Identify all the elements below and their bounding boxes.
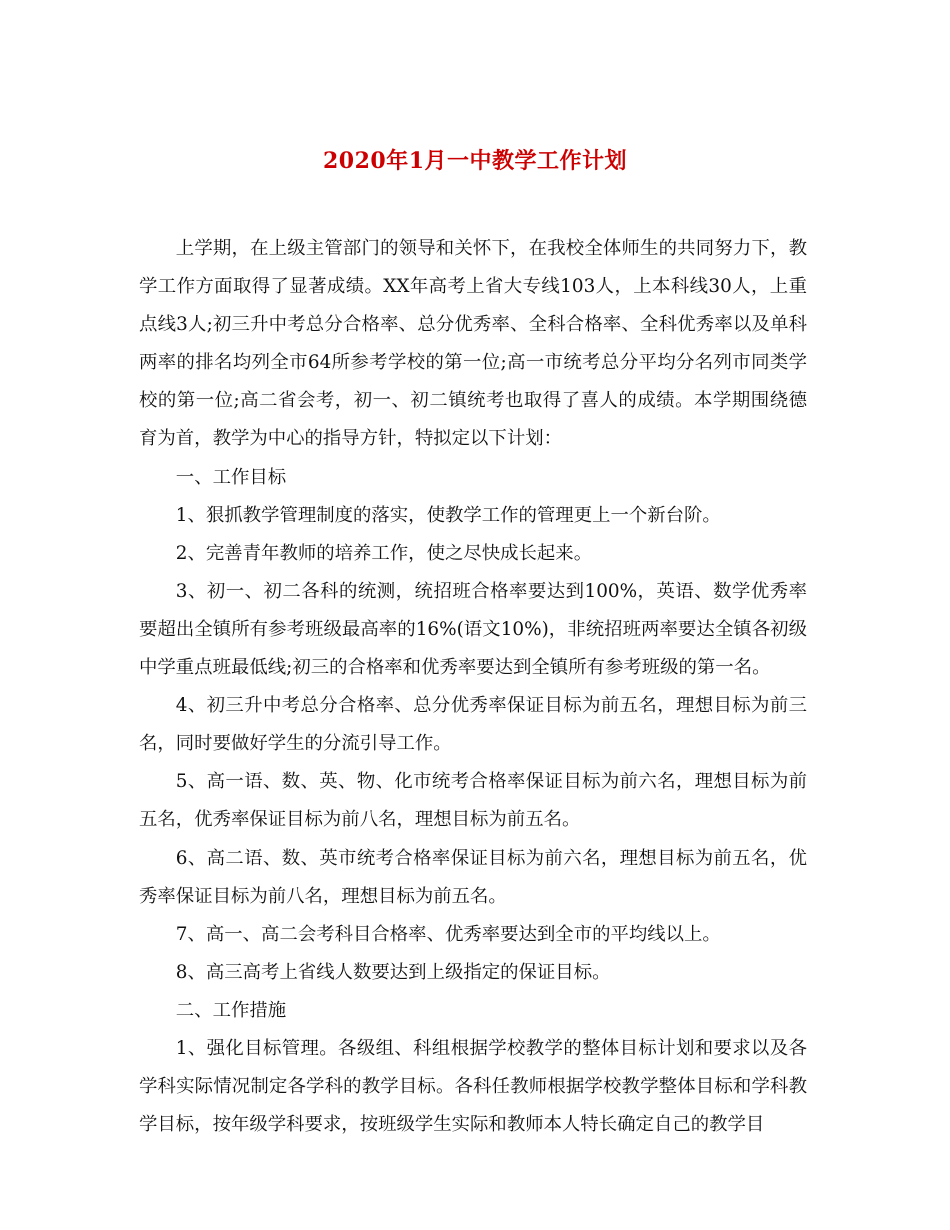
goal-item-5: 5、高一语、数、英、物、化市统考合格率保证目标为前六名，理想目标为前五名，优秀率保证目标为前八名，理想目标为前五名。 — [139, 771, 807, 831]
goal-item-8: 8、高三高考上省线人数要达到上级指定的保证目标。 — [175, 961, 611, 983]
document-title: 2020年1月一中教学工作计划 — [322, 148, 628, 174]
goal-item-2: 2、完善青年教师的培养工作，使之尽快成长起来。 — [175, 542, 593, 564]
goal-item-4: 4、初三升中考总分合格率、总分优秀率保证目标为前五名，理想目标为前三名，同时要做好学生的分流引导工作。 — [139, 695, 807, 755]
goal-item-6: 6、高二语、数、英市统考合格率保证目标为前六名，理想目标为前五名，优秀率保证目标为前八名，理想目标为前五名。 — [139, 847, 807, 907]
goal-item-7: 7、高一、高二会考科目合格率、优秀率要达到全市的平均线以上。 — [175, 923, 721, 945]
section-heading-measures: 二、工作措施 — [175, 999, 287, 1021]
section-heading-goals: 一、工作目标 — [175, 466, 287, 488]
goal-item-1: 1、狠抓教学管理制度的落实，使教学工作的管理更上一个新台阶。 — [175, 504, 721, 526]
goal-item-3: 3、初一、初二各科的统测，统招班合格率要达到100%，英语、数学优秀率要超出全镇所有参考班级最高率的16%(语文10%)，非统招班两率要达全镇各初级中学重点班最低线;初三的合格率和优秀率要达到全镇所有参考班级的第一名。 — [139, 580, 807, 679]
document-body — [139, 230, 807, 1144]
paragraph-intro: 上学期，在上级主管部门的领导和关怀下，在我校全体师生的共同努力下，教学工作方面取得了显著成绩。XX年高考上省大专线103人，上本科线30人，上重点线3人;初三升中考总分合格率、总分优秀率、全科合格率、全科优秀率以及单科两率的排名均列全市64所参考学校的第一位;高一市统考总分平均分名列市同类学校的第一位;高二省会考，初一、初二镇统考也取得了喜人的成绩。本学期围绕德育为首，教学为中心的指导方针，特拟定以下计划： — [139, 238, 807, 450]
measure-item-1: 1、强化目标管理。各级组、科组根据学校教学的整体目标计划和要求以及各学科实际情况制定各学科的教学目标。各科任教师根据学校教学整体目标和学科教学目标，按年级学科要求，按班级学生实际和教师本人特长确定自己的教学目 — [139, 1037, 807, 1136]
